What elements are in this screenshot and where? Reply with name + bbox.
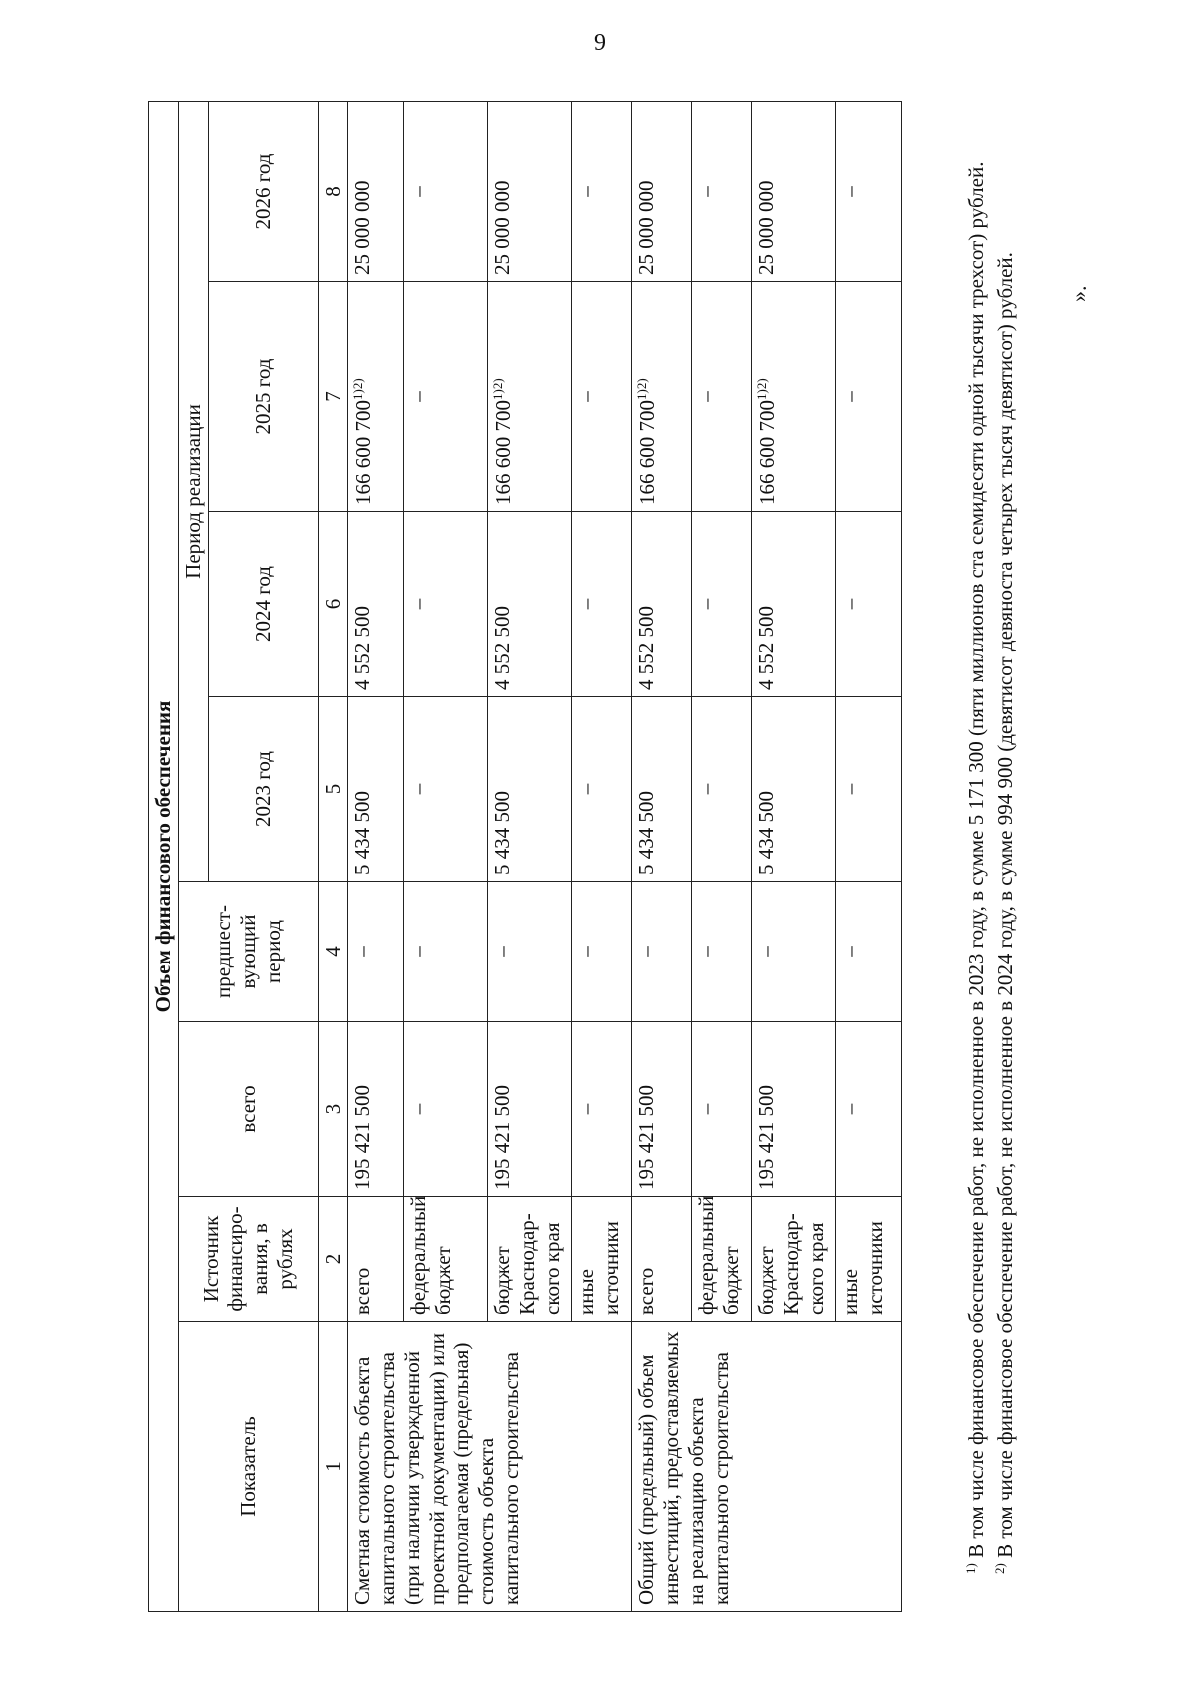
header-indicator: Показатель (178, 1322, 318, 1612)
footnote-ref: 1)2) (350, 378, 366, 400)
value-2026-cell: – (836, 101, 902, 281)
col-number: 5 (318, 697, 348, 882)
value-2025-cell: – (404, 282, 488, 512)
previous-cell: – (836, 882, 902, 1022)
footnotes (962, 102, 1019, 1612)
value-2026-cell: 25 000 000 (752, 101, 836, 281)
value-2023-cell: 5 434 500 (752, 697, 836, 882)
header-2025: 2025 год (208, 282, 318, 512)
source-cell: иные источники (572, 1197, 632, 1322)
source-cell: всего (632, 1197, 692, 1322)
value-2025: 166 600 700 (755, 400, 780, 505)
footnote-ref: 1)2) (490, 378, 506, 400)
previous-cell: – (348, 882, 404, 1022)
value-2024-cell: 4 552 500 (632, 512, 692, 697)
value-2024-cell: – (572, 512, 632, 697)
value-2024-cell: – (404, 512, 488, 697)
col-number: 2 (318, 1197, 348, 1322)
total-cell: 195 421 500 (752, 1022, 836, 1197)
value-2026-cell: – (572, 101, 632, 281)
value-2025: 166 600 700 (635, 400, 660, 505)
value-2024-cell: 4 552 500 (488, 512, 572, 697)
value-2026-cell: 25 000 000 (348, 101, 404, 281)
value-2026-cell: 25 000 000 (632, 101, 692, 281)
value-2023-cell: – (836, 697, 902, 882)
footnote-ref: 1)2) (754, 378, 770, 400)
footnote-2 (991, 102, 1020, 1612)
value-2026-cell: 25 000 000 (488, 101, 572, 281)
value-2025-cell: – (836, 282, 902, 512)
value-2026-cell: – (404, 101, 488, 281)
col-number: 1 (318, 1322, 348, 1612)
header-previous: предшест-вующий период (178, 882, 318, 1022)
value-2023-cell: – (692, 697, 752, 882)
table-row (632, 101, 692, 1611)
value-2025-cell: – (692, 282, 752, 512)
previous-cell: – (404, 882, 488, 1022)
total-cell: 195 421 500 (488, 1022, 572, 1197)
source-cell: всего (348, 1197, 404, 1322)
value-2026-cell: – (692, 101, 752, 281)
source-cell: бюджет Краснодар-ского края (488, 1197, 572, 1322)
value-2024-cell: 4 552 500 (752, 512, 836, 697)
header-2026: 2026 год (208, 101, 318, 281)
value-2025: 166 600 700 (351, 400, 376, 505)
value-2025-cell (488, 282, 572, 512)
value-2024-cell: 4 552 500 (348, 512, 404, 697)
value-2023-cell: 5 434 500 (348, 697, 404, 882)
col-number: 7 (318, 282, 348, 512)
page-number: 9 (594, 30, 606, 56)
footnote-1 (962, 102, 991, 1612)
indicator-cell: Сметная стоимость объекта капитального строительства (при наличии утвержденной проектной документации) или предполагаемая (предельная) стоимость объекта капитального строительства (348, 1322, 632, 1612)
previous-cell: – (572, 882, 632, 1022)
source-cell: бюджет Краснодар-ского края (752, 1197, 836, 1322)
source-cell: иные источники (836, 1197, 902, 1322)
value-2025-cell (752, 282, 836, 512)
footnote-ref: 1)2) (634, 378, 650, 400)
col-number: 8 (318, 101, 348, 281)
footnote-mark: 1) (963, 1563, 978, 1574)
value-2025-cell (632, 282, 692, 512)
closing-quote-mark: ». (1066, 285, 1091, 302)
previous-cell: – (488, 882, 572, 1022)
footnote-text: В том числе финансовое обеспечение работ, не исполненное в 2023 году, в сумме 5 171 300 (пяти миллионов ста семидесяти одной тысячи трехсот) рублей. (964, 161, 988, 1558)
value-2025-cell (348, 282, 404, 512)
total-cell: – (572, 1022, 632, 1197)
total-cell: 195 421 500 (348, 1022, 404, 1197)
value-2023-cell: 5 434 500 (488, 697, 572, 882)
header-2023: 2023 год (208, 697, 318, 882)
total-cell: – (836, 1022, 902, 1197)
financing-table (148, 101, 902, 1612)
col-number: 6 (318, 512, 348, 697)
value-2023-cell: 5 434 500 (632, 697, 692, 882)
total-cell: – (692, 1022, 752, 1197)
header-total: всего (178, 1022, 318, 1197)
total-cell: 195 421 500 (632, 1022, 692, 1197)
column-number-row (318, 101, 348, 1611)
rotated-table-block (148, 102, 1108, 1612)
header-period: Период реализации (178, 101, 208, 881)
value-2025-cell: – (572, 282, 632, 512)
previous-cell: – (692, 882, 752, 1022)
value-2024-cell: – (692, 512, 752, 697)
total-cell: – (404, 1022, 488, 1197)
footnote-mark: 2) (991, 1563, 1007, 1574)
table-row (348, 101, 404, 1611)
source-cell: федеральный бюджет (404, 1197, 488, 1322)
previous-cell: – (752, 882, 836, 1022)
value-2023-cell: – (572, 697, 632, 882)
header-2024: 2024 год (208, 512, 318, 697)
table-title: Объем финансового обеспечения (149, 101, 179, 1611)
indicator-cell: Общий (предельный) объем инвестиций, предоставляемых на реализацию объекта капитального строительства (632, 1322, 902, 1612)
col-number: 4 (318, 882, 348, 1022)
value-2025: 166 600 700 (491, 400, 516, 505)
value-2023-cell: – (404, 697, 488, 882)
col-number: 3 (318, 1022, 348, 1197)
header-source: Источник финансиро-вания, в рублях (178, 1197, 318, 1322)
source-cell: федеральный бюджет (692, 1197, 752, 1322)
value-2024-cell: – (836, 512, 902, 697)
previous-cell: – (632, 882, 692, 1022)
footnote-text: В том числе финансовое обеспечение работ, не исполненное в 2024 году, в сумме 994 900 (девятисот девяноста четырех тысяч девятисот) рублей. (992, 252, 1017, 1558)
